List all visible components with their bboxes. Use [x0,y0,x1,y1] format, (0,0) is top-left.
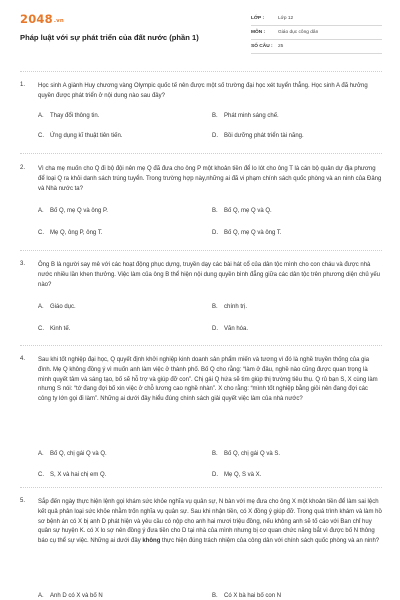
options-row [38,451,382,463]
option-letter: C. [38,133,44,139]
option-letter: A. [38,113,44,119]
question-text: Vì cha mẹ muốn cho Q đi bộ đội nên mẹ Q đã đưa cho ông P một khoản tiền để lo lót cho ông T là cán bộ quân dự địa phương để loại Q ra khỏi danh sách trúng tuyển. Trong trường hợp này,những ai đã vi phạm chính sách quốc phòng và an ninh của Đảng và Nhà nước ta? [38,166,382,192]
option-text: chính trị. [224,304,248,310]
option-text: Thay đổi thông tin. [50,113,100,119]
option-a[interactable] [38,113,99,119]
option-b[interactable] [212,208,272,214]
options-row [38,230,382,242]
question-text-emphasis: không [142,538,161,545]
option-text: S, X và hai chị em Q. [50,472,107,478]
options-row [38,593,382,600]
option-text: Bố Q, mẹ Q và Q. [224,208,272,214]
option-letter: B. [212,113,218,119]
option-d[interactable] [212,472,261,478]
meta-label: MÔN : [251,30,266,35]
option-letter: B. [212,451,218,457]
options-row [38,472,382,484]
question-text: Ông B là người say mê với các hoạt động phục dựng, truyền dạy các bài hát cổ của dân tộc mình cho con cháu và được nhà nước nhiều lần khen thưởng. Việc làm của ông B thể hiện nội dung quyền bình đẳng giữa các dân tộc trên phương diện chủ yếu nào? [38,262,380,288]
meta-label: SỐ CÂU : [251,44,273,49]
option-letter: A. [38,304,44,310]
option-b[interactable] [212,451,280,457]
question-number: 1. [20,82,26,88]
question-text: Học sinh A giành Huy chương vàng Olympic quốc tế nên được một số trường đại học xét tuyển thẳng. Học sinh A đã hưởng quyền được phát triển ở nội dung nào sau đây? [38,83,368,99]
option-c[interactable] [38,230,102,236]
option-c[interactable] [38,472,106,478]
option-text: Văn hóa. [224,326,249,332]
question-number: 2. [20,165,26,171]
meta-value: Lớp 12 [278,16,294,21]
option-text: Có X bà hai bố con N [224,593,282,599]
divider [20,487,382,488]
option-letter: D. [212,326,218,332]
option-text: Mẹ Q, ông P, ông T. [50,230,103,236]
divider [20,71,382,72]
option-c[interactable] [38,133,123,139]
option-text: Bố Q, mẹ Q và ông T. [224,230,282,236]
option-a[interactable] [38,304,76,310]
option-text: Bố Q, chị gái Q và Q. [50,451,107,457]
question-text [38,498,382,547]
option-letter: B. [212,208,218,214]
option-text: Ứng dụng kĩ thuật tiên tiến. [50,133,123,139]
option-a[interactable] [38,593,103,599]
options-row [38,326,382,338]
option-d[interactable] [212,133,304,139]
site-logo[interactable] [20,12,64,26]
meta-row-subject [251,26,382,40]
question-number: 3. [20,261,26,267]
question-4 [20,356,382,482]
logo-tld: .vn [53,18,65,24]
option-letter: A. [38,593,44,599]
option-text: Anh D có X và bố N [50,593,103,599]
document-header [20,12,382,60]
option-c[interactable] [38,326,70,332]
option-text: Phát minh sáng chế. [224,113,279,119]
meta-value: Giáo dục công dân [278,30,319,35]
option-letter: D. [212,472,218,478]
option-b[interactable] [212,593,281,599]
meta-row-class [251,12,382,26]
option-letter: C. [38,326,44,332]
divider [20,153,382,154]
page-title: Pháp luật với sự phát triển của đất nước (phần 1) [20,33,199,42]
meta-label: LỚP : [251,16,265,21]
question-1 [20,82,382,140]
option-text: Bồi dưỡng phát triển tài năng. [224,133,304,139]
question-text: Sau khi tốt nghiệp đại học, Q quyết định khởi nghiệp kinh doanh sản phẩm miến và tương vì đó là nghề truyền thống của gia đình. Mẹ Q không đồng ý vì muốn anh làm việc ở thành phố. Bố Q cho rằng: “làm ở đâu, nghề nào cũng được quan trọng là mình quyết tâm và sáng tạo, bố sẽ hỗ trợ và giúp đỡ con”. Chị gái Q hứa sẽ tìm giúp thị trường tiêu thụ. Q rủ bạn S, X cùng làm nhưng S nói: “tớ đang đợi bố xin việc ở chỗ lương cao nghề nhàn”. X cho rằng: “mình tốt nghiệp bằng giỏi nên đang đợi các công ty lớn gọi đi làm”. Những ai dưới đây hiểu đúng chính sách giải quyết việc làm của nhà nước? [38,357,378,403]
option-text: Giáo dục. [50,304,76,310]
options-row [38,133,382,145]
option-letter: C. [38,230,44,236]
option-letter: B. [212,304,218,310]
question-number: 4. [20,356,26,362]
option-text: Kinh tế. [50,326,71,332]
document-meta [251,12,382,54]
option-letter: D. [212,230,218,236]
option-a[interactable] [38,208,108,214]
divider [20,250,382,251]
option-d[interactable] [212,326,248,332]
option-text: Bố Q, mẹ Q và ông P. [50,208,108,214]
question-3 [20,261,382,341]
option-d[interactable] [212,230,282,236]
question-text-part: thực hiện đúng trách nhiệm của công dân với chính sách quốc phòng và an ninh? [160,538,380,545]
option-letter: A. [38,208,44,214]
options-row [38,304,382,316]
divider [20,345,382,346]
option-text: Bố Q, chị gái Q và S. [224,451,281,457]
question-2 [20,165,382,245]
option-text: Mẹ Q, S và X. [224,472,262,478]
option-b[interactable] [212,113,279,119]
question-5 [20,498,382,600]
options-row [38,113,382,125]
option-letter: C. [38,472,44,478]
option-b[interactable] [212,304,247,310]
option-letter: A. [38,451,44,457]
option-a[interactable] [38,451,107,457]
option-letter: D. [212,133,218,139]
question-number: 5. [20,498,26,504]
meta-value: 25 [278,44,284,49]
question-text-part: Sắp đến ngày thực hiện lệnh gọi khám sức khỏe nghĩa vụ quân sự, N bàn với mẹ đưa cho ông X một khoản tiền để làm sai lệch kết quả phân loại sức khỏe nhằm trốn nghĩa vụ quân sự. Sau khi nhận tiền, có X đồng ý giúp đỡ. Trong quá trình khám và làm hồ sơ bệnh án có X bị anh D phát hiện và yêu cầu có nộp cho anh hai mươi triệu đồng, nếu không anh sẽ tố cáo với Ban chỉ huy quân sự huyện K. có X lo sợ nên đồng ý đưa tiền cho D tại nhà của mình nhưng bị cơ quan chức năng bắt vì được bố N thông báo cụ thể sự việc. Những ai dưới đây [38,499,382,545]
meta-row-question-count [251,40,382,54]
logo-text: 2048 [20,12,53,26]
options-row [38,208,382,220]
option-letter: B. [212,593,218,599]
